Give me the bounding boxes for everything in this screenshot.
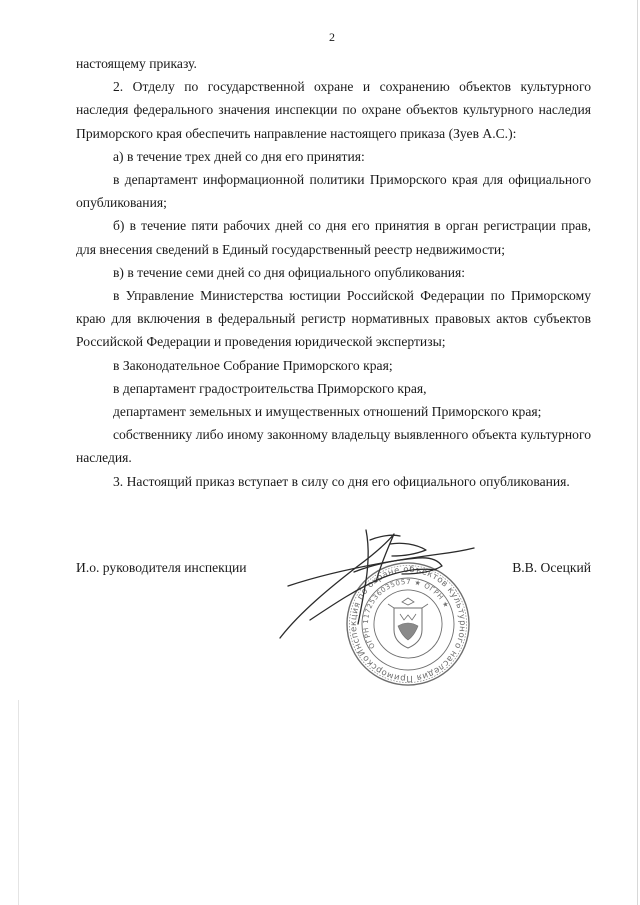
paragraph-subitem-b: б) в течение пяти рабочих дней со дня его принятия в орган регистрации прав, для внесения сведений в Единый государственный реестр недвижимости;: [76, 218, 591, 257]
seal-inner-lettering: ОГРН 1172536035057 ★ ОГРН ★: [361, 577, 451, 651]
paragraph-subitem-a: а) в течение трех дней со дня его принятия:: [113, 148, 365, 164]
signatory-name: В.В. Осецкий: [512, 560, 591, 575]
handwritten-signature: [270, 520, 480, 650]
paragraph-recipient-legislature: в Законодательное Собрание Приморского края;: [113, 357, 393, 373]
paragraph-recipient-land-relations: департамент земельных и имущественных отношений Приморского края;: [113, 404, 542, 420]
paragraph-subitem-v: в) в течение семи дней со дня официального опубликования:: [113, 264, 466, 280]
seal-outer-lettering: Инспекция по охране объектов культурного наследия Приморского: [348, 564, 468, 684]
paragraph-recipient-owner: собственнику либо иному законному владельцу выявленного объекта культурного наследия.: [76, 427, 591, 466]
document-body: [76, 52, 591, 493]
signatory-position: И.о. руководителя инспекции: [76, 560, 247, 575]
page-number: 2: [329, 30, 335, 44]
paragraph-item-2: 2. Отделу по государственной охране и сохранению объектов культурного наследия федерального значения инспекции по охране объектов культурного наследия Приморского края обеспечить направление настоящего приказа (Зуев А.С.):: [76, 79, 591, 141]
paragraph-continuation: настоящему приказу.: [76, 56, 197, 71]
scan-edge-line: [637, 0, 638, 905]
paragraph-recipient-info-policy: в департамент информационной политики Приморского края для официального опубликования;: [76, 172, 591, 211]
paragraph-recipient-urban-planning: в департамент градостроительства Приморского края,: [113, 380, 427, 396]
paragraph-recipient-justice: в Управление Министерства юстиции Российской Федерации по Приморскому краю для включения в федеральный регистр нормативных правовых актов субъектов Российской Федерации и проведения юридической экспертизы;: [76, 288, 591, 350]
paragraph-item-3: 3. Настоящий приказ вступает в силу со дня его официального опубликования.: [113, 473, 570, 489]
scan-edge-line-left: [18, 700, 19, 905]
